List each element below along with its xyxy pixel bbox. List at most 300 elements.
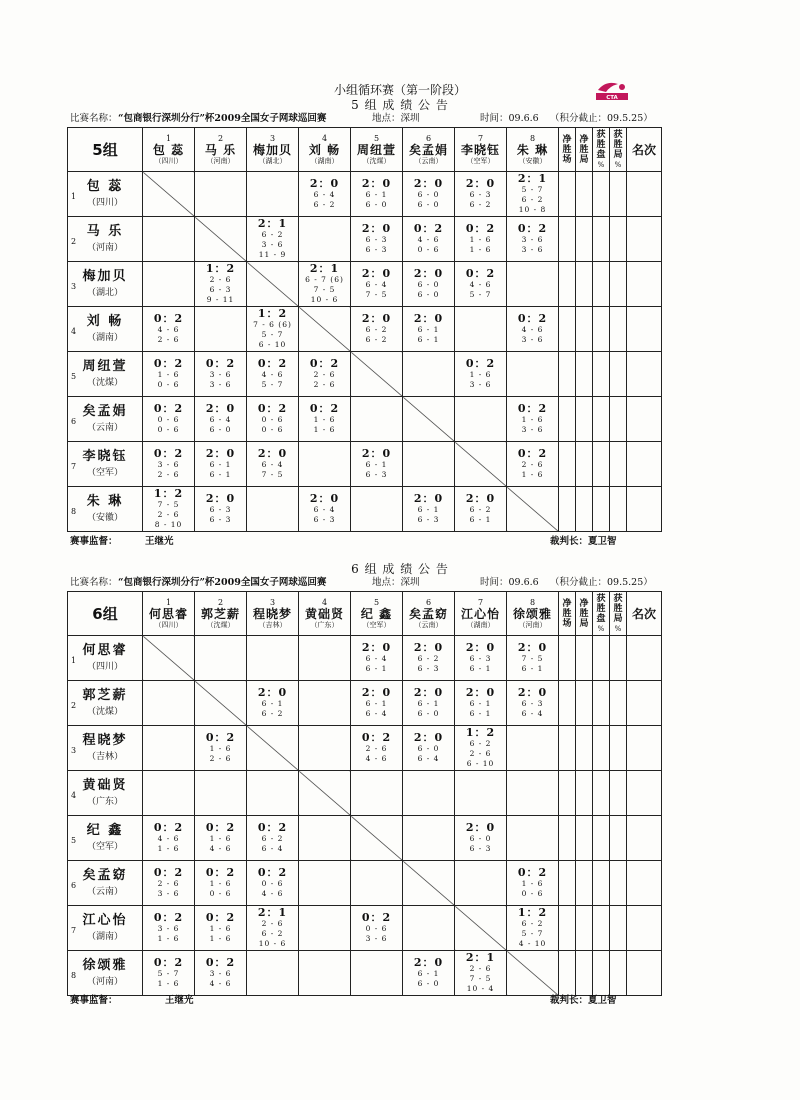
player-number: 3 <box>269 598 276 607</box>
match-score: 2：0 <box>257 686 288 699</box>
player-number: 8 <box>529 598 536 607</box>
match-score: 0：2 <box>413 222 444 235</box>
match-cell <box>455 217 507 262</box>
match-score: 2：0 <box>309 492 340 505</box>
set-score: 1 - 6 <box>209 834 232 843</box>
stat-cell <box>576 352 593 397</box>
set-score: 3 - 6 <box>469 380 492 389</box>
stat-cell <box>576 307 593 352</box>
stat-cell <box>593 442 610 487</box>
match-score: 2：1 <box>465 951 496 964</box>
match-cell <box>507 217 559 262</box>
match-cell <box>143 307 195 352</box>
match-cell <box>299 681 351 726</box>
rank-cell <box>627 636 662 681</box>
set-score: 1 - 6 <box>157 979 180 988</box>
player-column-header <box>507 592 559 636</box>
stat-header-unit: % <box>614 160 622 169</box>
match-score: 2：1 <box>257 906 288 919</box>
set-score: 6 - 4 <box>365 709 388 718</box>
player-region: （云南） <box>86 887 123 897</box>
match-score: 0：2 <box>517 402 548 415</box>
table-row <box>68 397 662 442</box>
match-score: 0：2 <box>517 222 548 235</box>
diagonal-cell <box>507 951 559 996</box>
set-score: 3 - 6 <box>521 235 544 244</box>
set-score: 2 - 6 <box>157 879 180 888</box>
stat-header-label: 获胜盘 <box>596 593 606 624</box>
rank-cell <box>627 771 662 816</box>
stat-cell <box>576 487 593 532</box>
match-score: 0：2 <box>153 956 184 969</box>
player-region: （吉林） <box>86 752 123 762</box>
set-score: 6 - 1 <box>417 505 440 514</box>
stat-cell <box>559 681 576 726</box>
set-score: 0 - 6 <box>521 889 544 898</box>
match-score: 0：2 <box>465 267 496 280</box>
set-score: 1 - 6 <box>521 470 544 479</box>
player-column-header <box>299 592 351 636</box>
player-region: （湖南） <box>86 333 123 343</box>
stat-cell <box>593 816 610 861</box>
set-score: 1 - 6 <box>209 924 232 933</box>
stat-header <box>610 592 627 636</box>
set-score: 6 - 1 <box>417 699 440 708</box>
set-score: 6 - 2 <box>261 834 284 843</box>
match-cell <box>195 951 247 996</box>
set-score: 6 - 2 <box>261 230 284 239</box>
competition-name: “包商银行深圳分行”杯2009全国女子网球巡回赛 <box>118 113 327 124</box>
set-score: 4 - 6 <box>417 235 440 244</box>
set-score: 6 - 1 <box>469 515 492 524</box>
player-column-header <box>195 592 247 636</box>
player-row-header <box>68 262 143 307</box>
stat-cell <box>593 217 610 262</box>
match-cell <box>299 352 351 397</box>
set-score: 1 - 6 <box>521 415 544 424</box>
set-score: 6 - 10 <box>466 759 495 768</box>
stat-cell <box>593 352 610 397</box>
match-cell <box>351 771 403 816</box>
player-name: 朱 琳 <box>86 494 124 509</box>
set-score: 10 - 6 <box>258 939 287 948</box>
set-score: 1 - 6 <box>469 245 492 254</box>
match-date: 时间：09.6.6 <box>480 113 539 124</box>
set-score: 1 - 6 <box>521 879 544 888</box>
player-name: 李晓钰 <box>82 449 128 464</box>
match-cell <box>143 726 195 771</box>
match-score: 2：0 <box>413 177 444 190</box>
player-row-header <box>68 861 143 906</box>
match-score: 2：0 <box>413 956 444 969</box>
stat-cell <box>610 442 627 487</box>
match-cell <box>403 352 455 397</box>
set-score: 6 - 10 <box>258 340 287 349</box>
table-row <box>68 861 662 906</box>
player-number: 3 <box>71 282 77 291</box>
set-score: 5 - 7 <box>521 185 544 194</box>
player-column-header <box>455 592 507 636</box>
stat-header-label: 获胜盘 <box>596 129 606 160</box>
set-score: 6 - 0 <box>365 200 388 209</box>
player-name: 程晓梦 <box>82 733 128 748</box>
player-number: 1 <box>71 192 77 201</box>
stat-cell <box>610 906 627 951</box>
match-cell <box>351 861 403 906</box>
set-score: 6 - 1 <box>469 699 492 708</box>
set-score: 7 - 5 <box>261 470 284 479</box>
player-region: （四川） <box>86 198 123 208</box>
set-score: 6 - 3 <box>521 699 544 708</box>
competition-label: 比赛名称： <box>70 577 118 588</box>
set-score: 4 - 6 <box>365 754 388 763</box>
player-name: 矣孟窈 <box>408 607 448 621</box>
player-region: （河南） <box>518 621 547 629</box>
set-score: 0 - 6 <box>261 415 284 424</box>
match-cell <box>247 397 299 442</box>
player-column-header <box>195 128 247 172</box>
stat-cell <box>610 636 627 681</box>
match-cell <box>299 397 351 442</box>
match-cell <box>351 681 403 726</box>
table-row <box>68 681 662 726</box>
player-column-header <box>351 128 403 172</box>
set-score: 1 - 6 <box>157 934 180 943</box>
points-cutoff: （积分截止：09.5.25） <box>550 577 653 588</box>
match-score: 1：2 <box>153 487 184 500</box>
set-score: 7 - 5 <box>521 654 544 663</box>
set-score: 6 - 0 <box>417 280 440 289</box>
set-score: 6 - 0 <box>417 190 440 199</box>
set-score: 10 - 8 <box>518 205 547 214</box>
player-name: 包 蕊 <box>152 143 185 157</box>
player-region: （沈煤） <box>206 621 235 629</box>
set-score: 1 - 6 <box>469 235 492 244</box>
match-score: 2：0 <box>465 641 496 654</box>
match-score: 1：2 <box>517 906 548 919</box>
match-cell <box>403 771 455 816</box>
set-score: 3 - 6 <box>157 924 180 933</box>
set-score: 0 - 6 <box>417 245 440 254</box>
stat-cell <box>559 442 576 487</box>
rank-header: 名次 <box>627 592 662 636</box>
match-cell <box>247 681 299 726</box>
set-score: 3 - 6 <box>209 370 232 379</box>
stat-cell <box>610 352 627 397</box>
match-score: 2：0 <box>361 447 392 460</box>
stat-header <box>559 128 576 172</box>
player-row-header <box>68 172 143 217</box>
match-score: 0：2 <box>153 911 184 924</box>
match-score: 1：2 <box>465 726 496 739</box>
player-number: 3 <box>71 746 77 755</box>
player-number: 5 <box>373 598 380 607</box>
match-cell <box>143 217 195 262</box>
set-score: 1 - 6 <box>157 844 180 853</box>
set-score: 6 - 2 <box>417 654 440 663</box>
stat-cell <box>610 307 627 352</box>
player-region: （四川） <box>154 157 183 165</box>
player-row-header <box>68 816 143 861</box>
match-score: 2：0 <box>465 492 496 505</box>
set-score: 6 - 0 <box>417 744 440 753</box>
match-score: 0：2 <box>309 357 340 370</box>
match-cell <box>403 307 455 352</box>
match-score: 2：1 <box>517 172 548 185</box>
set-score: 6 - 3 <box>469 844 492 853</box>
set-score: 6 - 4 <box>417 754 440 763</box>
stat-cell <box>610 262 627 307</box>
set-score: 6 - 2 <box>521 919 544 928</box>
stat-header <box>593 128 610 172</box>
stat-cell <box>576 636 593 681</box>
set-score: 6 - 4 <box>313 505 336 514</box>
set-score: 6 - 2 <box>469 739 492 748</box>
group5-meta <box>70 112 790 126</box>
set-score: 6 - 3 <box>209 515 232 524</box>
set-score: 0 - 6 <box>261 879 284 888</box>
stat-cell <box>610 771 627 816</box>
match-cell <box>247 861 299 906</box>
stat-cell <box>576 861 593 906</box>
match-cell <box>403 816 455 861</box>
match-score: 2：0 <box>413 686 444 699</box>
set-score: 0 - 6 <box>209 889 232 898</box>
match-cell <box>403 726 455 771</box>
stat-cell <box>559 262 576 307</box>
referee: 裁判长：夏卫智 <box>550 995 617 1006</box>
match-cell <box>195 442 247 487</box>
player-row-header <box>68 217 143 262</box>
set-score: 6 - 1 <box>365 190 388 199</box>
match-cell <box>507 397 559 442</box>
player-column-header <box>455 128 507 172</box>
match-score: 2：0 <box>361 312 392 325</box>
player-number: 4 <box>321 134 328 143</box>
match-cell <box>351 636 403 681</box>
match-cell <box>455 487 507 532</box>
player-number: 4 <box>71 791 77 800</box>
set-score: 6 - 1 <box>365 664 388 673</box>
player-region: （湖南） <box>310 157 339 165</box>
stat-header-label: 获胜局 <box>613 593 623 624</box>
group-label: 6组 <box>68 592 143 636</box>
set-score: 7 - 6 (6) <box>253 320 292 329</box>
player-column-header <box>351 592 403 636</box>
table-row <box>68 307 662 352</box>
set-score: 6 - 3 <box>469 190 492 199</box>
competition-label: 比赛名称： <box>70 113 118 124</box>
set-score: 6 - 3 <box>209 285 232 294</box>
match-score: 0：2 <box>309 402 340 415</box>
set-score: 0 - 6 <box>261 425 284 434</box>
table-row <box>68 487 662 532</box>
player-name: 矣孟娟 <box>408 143 448 157</box>
stat-cell <box>610 951 627 996</box>
match-cell <box>403 172 455 217</box>
match-cell <box>351 726 403 771</box>
table-row <box>68 442 662 487</box>
match-cell <box>507 172 559 217</box>
match-cell <box>195 172 247 217</box>
match-cell <box>351 442 403 487</box>
player-name: 黄础贤 <box>82 778 128 793</box>
match-cell <box>455 307 507 352</box>
player-row-header <box>68 906 143 951</box>
rank-cell <box>627 397 662 442</box>
match-cell <box>195 352 247 397</box>
match-cell <box>455 816 507 861</box>
player-column-header <box>403 128 455 172</box>
stat-cell <box>593 487 610 532</box>
match-cell <box>299 906 351 951</box>
player-name: 徐颂雅 <box>82 958 128 973</box>
stat-cell <box>559 397 576 442</box>
set-score: 6 - 0 <box>417 290 440 299</box>
stat-header-unit: % <box>597 624 605 633</box>
player-number: 1 <box>165 598 172 607</box>
set-score: 6 - 3 <box>313 515 336 524</box>
rank-cell <box>627 442 662 487</box>
match-score: 0：2 <box>153 357 184 370</box>
match-score: 2：0 <box>517 641 548 654</box>
match-cell <box>299 172 351 217</box>
match-score: 2：0 <box>205 492 236 505</box>
player-column-header <box>507 128 559 172</box>
rank-cell <box>627 307 662 352</box>
match-cell <box>403 951 455 996</box>
rank-cell <box>627 262 662 307</box>
match-cell <box>507 726 559 771</box>
set-score: 2 - 6 <box>261 919 284 928</box>
stat-cell <box>559 951 576 996</box>
stat-cell <box>593 636 610 681</box>
set-score: 4 - 6 <box>209 979 232 988</box>
stat-cell <box>610 487 627 532</box>
set-score: 5 - 7 <box>469 290 492 299</box>
match-cell <box>455 726 507 771</box>
set-score: 6 - 1 <box>261 699 284 708</box>
set-score: 4 - 6 <box>157 325 180 334</box>
set-score: 0 - 6 <box>157 380 180 389</box>
set-score: 4 - 6 <box>261 370 284 379</box>
stat-cell <box>593 861 610 906</box>
match-cell <box>299 636 351 681</box>
table-row <box>68 726 662 771</box>
player-column-header <box>299 128 351 172</box>
match-cell <box>351 487 403 532</box>
match-cell <box>195 726 247 771</box>
match-cell <box>247 951 299 996</box>
match-score: 2：0 <box>465 821 496 834</box>
set-score: 0 - 6 <box>157 415 180 424</box>
diagonal-cell <box>299 771 351 816</box>
match-cell <box>507 307 559 352</box>
player-name: 周纽萱 <box>356 143 396 157</box>
match-cell <box>403 636 455 681</box>
diagonal-cell <box>143 636 195 681</box>
player-name: 梅加贝 <box>82 269 128 284</box>
stat-cell <box>559 816 576 861</box>
match-cell <box>299 442 351 487</box>
stat-cell <box>576 442 593 487</box>
table-row <box>68 771 662 816</box>
stat-cell <box>593 397 610 442</box>
match-score: 0：2 <box>205 956 236 969</box>
group6-announcement: 6 组 成 绩 公 告 <box>351 562 449 576</box>
match-cell <box>351 217 403 262</box>
set-score: 1 - 6 <box>313 415 336 424</box>
rank-cell <box>627 951 662 996</box>
player-region: （沈煤） <box>86 378 123 388</box>
player-number: 1 <box>165 134 172 143</box>
match-cell <box>247 771 299 816</box>
player-row-header <box>68 442 143 487</box>
player-region: （湖北） <box>258 157 287 165</box>
player-number: 5 <box>373 134 380 143</box>
player-region: （吉林） <box>258 621 287 629</box>
set-score: 6 - 0 <box>417 200 440 209</box>
match-cell <box>143 262 195 307</box>
diagonal-cell <box>195 217 247 262</box>
set-score: 3 - 6 <box>157 460 180 469</box>
player-number: 7 <box>477 598 484 607</box>
table-row <box>68 352 662 397</box>
player-name: 何思睿 <box>148 607 188 621</box>
stat-cell <box>559 861 576 906</box>
match-cell <box>143 951 195 996</box>
set-score: 6 - 3 <box>365 235 388 244</box>
player-name: 郭芝薪 <box>82 688 128 703</box>
match-score: 2：0 <box>309 177 340 190</box>
player-region: （空军） <box>362 621 391 629</box>
set-score: 6 - 3 <box>365 470 388 479</box>
set-score: 4 - 6 <box>521 325 544 334</box>
set-score: 6 - 4 <box>365 654 388 663</box>
set-score: 2 - 6 <box>209 754 232 763</box>
match-cell <box>507 262 559 307</box>
match-cell <box>195 771 247 816</box>
set-score: 3 - 6 <box>521 425 544 434</box>
rank-cell <box>627 487 662 532</box>
diagonal-cell <box>403 861 455 906</box>
stat-cell <box>593 951 610 996</box>
referee: 裁判长：夏卫智 <box>550 536 617 547</box>
match-score: 0：2 <box>257 821 288 834</box>
match-score: 0：2 <box>257 402 288 415</box>
player-row-header <box>68 636 143 681</box>
match-score: 2：0 <box>413 267 444 280</box>
player-region: （湖北） <box>86 288 123 298</box>
set-score: 6 - 3 <box>365 245 388 254</box>
table-row <box>68 906 662 951</box>
stat-header <box>576 128 593 172</box>
player-number: 6 <box>71 417 77 426</box>
stat-cell <box>559 217 576 262</box>
set-score: 2 - 6 <box>469 749 492 758</box>
stat-cell <box>576 262 593 307</box>
stat-cell <box>610 397 627 442</box>
stat-cell <box>593 172 610 217</box>
match-cell <box>247 636 299 681</box>
match-score: 0：2 <box>153 312 184 325</box>
match-score: 1：2 <box>205 262 236 275</box>
set-score: 1 - 6 <box>209 744 232 753</box>
match-cell <box>507 681 559 726</box>
match-score: 2：0 <box>413 731 444 744</box>
stat-header-unit: % <box>597 160 605 169</box>
set-score: 1 - 6 <box>157 370 180 379</box>
